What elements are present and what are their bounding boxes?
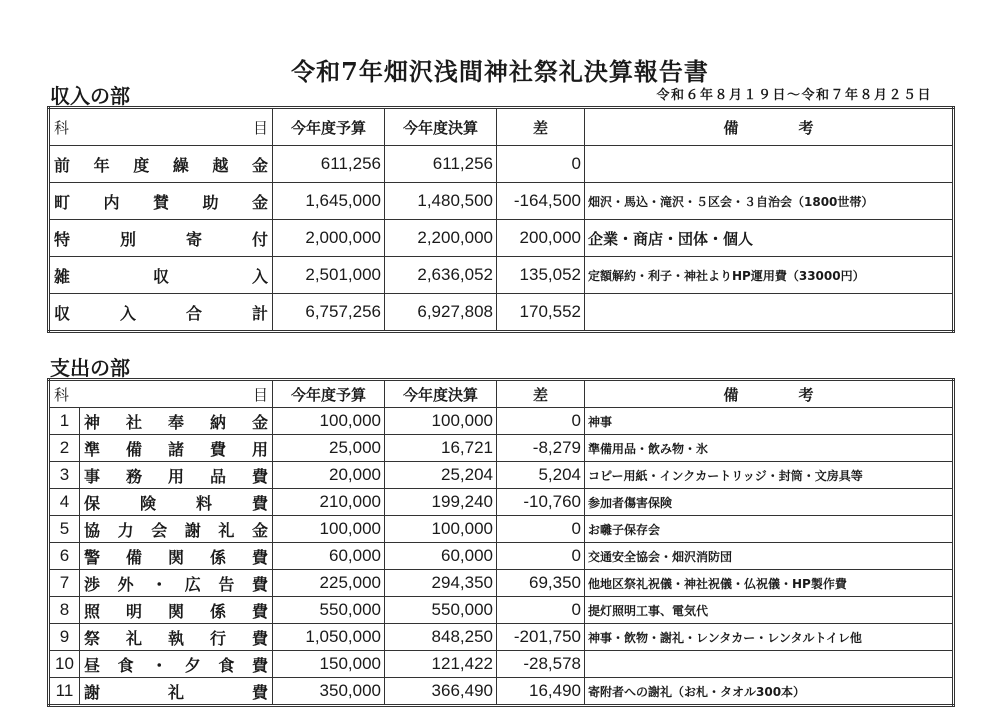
notes-cell: 定額解約・利子・神社よりHP運用費（33000円）	[585, 257, 954, 294]
budget-cell: 6,757,256	[273, 294, 385, 332]
label-char: 食	[218, 655, 235, 675]
row-label-text	[84, 437, 268, 460]
label-char: 納	[209, 412, 226, 432]
actual-cell: 611,256	[385, 146, 497, 183]
budget-cell: 210,000	[273, 489, 385, 516]
row-label	[49, 183, 273, 220]
diff-cell: 135,052	[497, 257, 585, 294]
label-char: 町	[54, 192, 71, 212]
header-notes: 備 考	[585, 380, 954, 408]
diff-cell: 0	[497, 408, 585, 435]
row-label	[49, 220, 273, 257]
diff-cell: -164,500	[497, 183, 585, 220]
notes-cell	[585, 651, 954, 678]
header-category-left: 科	[54, 385, 70, 404]
income-section-label: 収入の部	[50, 84, 130, 108]
diff-cell: -28,578	[497, 651, 585, 678]
row-label	[80, 678, 273, 706]
label-char: 費	[251, 628, 268, 648]
label-char: 費	[209, 439, 226, 459]
row-label-text	[84, 491, 268, 514]
actual-cell: 366,490	[385, 678, 497, 706]
row-label-text	[54, 264, 268, 287]
header-notes: 備 考	[585, 108, 954, 146]
label-char: ・	[151, 655, 168, 675]
notes-cell: 他地区祭礼祝儀・神社祝儀・仏祝儀・HP製作費	[585, 570, 954, 597]
budget-cell: 350,000	[273, 678, 385, 706]
label-char: 助	[202, 192, 219, 212]
label-char: 年	[93, 155, 110, 175]
label-char: 備	[125, 547, 142, 567]
label-char: 金	[251, 155, 268, 175]
budget-cell: 100,000	[273, 516, 385, 543]
income-row	[49, 294, 954, 332]
label-char: 協	[84, 520, 101, 540]
label-char: 祭	[84, 628, 101, 648]
row-label-text	[54, 190, 268, 213]
header-actual: 今年度決算	[385, 108, 497, 146]
row-label-text	[84, 572, 268, 595]
row-number: 7	[49, 570, 80, 597]
row-label-text	[54, 301, 268, 324]
label-char: 内	[103, 192, 120, 212]
row-label-text	[54, 227, 268, 250]
label-char: 謝	[84, 682, 101, 702]
label-char: 明	[125, 601, 142, 621]
period-range: 令和６年８月１９日～令和７年８月２５日	[656, 88, 932, 103]
diff-cell: 200,000	[497, 220, 585, 257]
label-char: 食	[117, 655, 134, 675]
expense-row	[49, 651, 954, 678]
expense-row	[49, 516, 954, 543]
label-char: 越	[212, 155, 229, 175]
document-title: 令和7年畑沢浅間神社祭礼決算報告書	[291, 57, 709, 86]
expense-row	[49, 408, 954, 435]
header-category-right: 目	[252, 385, 268, 404]
row-label-text	[84, 599, 268, 622]
row-number: 3	[49, 462, 80, 489]
row-number: 5	[49, 516, 80, 543]
label-char: 金	[251, 412, 268, 432]
row-label	[80, 408, 273, 435]
notes-cell	[585, 146, 954, 183]
header-category-left: 科	[54, 118, 70, 137]
label-char: 夕	[184, 655, 201, 675]
row-label	[80, 597, 273, 624]
actual-cell: 199,240	[385, 489, 497, 516]
label-char: 険	[139, 493, 156, 513]
actual-cell: 25,204	[385, 462, 497, 489]
row-number: 4	[49, 489, 80, 516]
row-number: 6	[49, 543, 80, 570]
expense-header-row	[49, 380, 954, 408]
label-char: 度	[133, 155, 150, 175]
label-char: 料	[195, 493, 212, 513]
label-char: 金	[251, 192, 268, 212]
row-label	[80, 651, 273, 678]
label-char: ・	[151, 574, 168, 594]
row-label-text	[84, 410, 268, 433]
label-char: 礼	[218, 520, 235, 540]
label-char: 別	[119, 229, 136, 249]
notes-cell: コピー用紙・インクカートリッジ・封筒・文房具等	[585, 462, 954, 489]
row-number: 11	[49, 678, 80, 706]
label-char: 費	[251, 493, 268, 513]
expense-row	[49, 570, 954, 597]
row-label-text	[54, 153, 268, 176]
budget-cell: 1,050,000	[273, 624, 385, 651]
diff-cell: 5,204	[497, 462, 585, 489]
expense-row	[49, 678, 954, 706]
budget-cell: 1,645,000	[273, 183, 385, 220]
label-char: 神	[84, 412, 101, 432]
label-char: 渉	[84, 574, 101, 594]
actual-cell: 100,000	[385, 408, 497, 435]
label-char: 奉	[167, 412, 184, 432]
expense-row	[49, 489, 954, 516]
label-char: 会	[151, 520, 168, 540]
header-actual: 今年度決算	[385, 380, 497, 408]
budget-cell: 60,000	[273, 543, 385, 570]
actual-cell: 2,636,052	[385, 257, 497, 294]
label-char: 力	[117, 520, 134, 540]
label-char: 執	[167, 628, 184, 648]
row-label	[80, 516, 273, 543]
row-label	[80, 489, 273, 516]
notes-cell: 準備用品・飲み物・氷	[585, 435, 954, 462]
header-diff: 差	[497, 108, 585, 146]
label-char: 関	[167, 601, 184, 621]
income-row	[49, 146, 954, 183]
actual-cell: 1,480,500	[385, 183, 497, 220]
row-number: 10	[49, 651, 80, 678]
row-number: 2	[49, 435, 80, 462]
income-row	[49, 183, 954, 220]
header-budget: 今年度予算	[273, 380, 385, 408]
expense-section-label: 支出の部	[50, 356, 130, 380]
label-char: 諸	[167, 439, 184, 459]
actual-cell: 2,200,000	[385, 220, 497, 257]
label-char: 付	[251, 229, 268, 249]
label-char: 合	[185, 303, 202, 323]
diff-cell: -201,750	[497, 624, 585, 651]
label-char: 準	[84, 439, 101, 459]
row-number: 9	[49, 624, 80, 651]
label-char: 警	[84, 547, 101, 567]
row-label	[80, 624, 273, 651]
header-category	[49, 380, 273, 408]
label-char: 用	[167, 466, 184, 486]
row-label	[49, 257, 273, 294]
actual-cell: 16,721	[385, 435, 497, 462]
diff-cell: -8,279	[497, 435, 585, 462]
expense-row	[49, 597, 954, 624]
diff-cell: -10,760	[497, 489, 585, 516]
header-category	[49, 108, 273, 146]
notes-cell	[585, 294, 954, 332]
label-char: 広	[184, 574, 201, 594]
row-label-text	[84, 518, 268, 541]
label-char: 特	[54, 229, 71, 249]
label-char: 金	[251, 520, 268, 540]
diff-cell: 16,490	[497, 678, 585, 706]
budget-cell: 20,000	[273, 462, 385, 489]
budget-cell: 25,000	[273, 435, 385, 462]
notes-cell: 企業・商店・団体・個人	[585, 220, 954, 257]
row-label	[80, 570, 273, 597]
label-char: 用	[251, 439, 268, 459]
actual-cell: 6,927,808	[385, 294, 497, 332]
label-char: 行	[209, 628, 226, 648]
expense-row	[49, 624, 954, 651]
label-char: 収	[54, 303, 71, 323]
income-table	[47, 106, 955, 333]
income-row	[49, 220, 954, 257]
notes-cell: 提灯照明工事、電気代	[585, 597, 954, 624]
label-char: 前	[54, 155, 71, 175]
label-char: 事	[84, 466, 101, 486]
label-char: 係	[209, 601, 226, 621]
label-char: 費	[251, 466, 268, 486]
actual-cell: 294,350	[385, 570, 497, 597]
label-char: 賛	[152, 192, 169, 212]
actual-cell: 60,000	[385, 543, 497, 570]
notes-cell: 神事・飲物・謝礼・レンタカー・レンタルトイレ他	[585, 624, 954, 651]
diff-cell: 0	[497, 516, 585, 543]
notes-cell: お囃子保存会	[585, 516, 954, 543]
label-char: 照	[84, 601, 101, 621]
expense-row	[49, 462, 954, 489]
label-char: 費	[251, 547, 268, 567]
row-label-text	[84, 545, 268, 568]
row-number: 1	[49, 408, 80, 435]
header-category-right: 目	[252, 118, 268, 137]
diff-cell: 69,350	[497, 570, 585, 597]
label-char: 入	[251, 266, 268, 286]
label-char: 寄	[185, 229, 202, 249]
budget-cell: 100,000	[273, 408, 385, 435]
budget-cell: 2,501,000	[273, 257, 385, 294]
label-char: 係	[209, 547, 226, 567]
label-char: 雑	[54, 266, 71, 286]
row-label	[80, 543, 273, 570]
row-label	[80, 462, 273, 489]
notes-cell: 神事	[585, 408, 954, 435]
label-char: 謝	[184, 520, 201, 540]
label-char: 保	[84, 493, 101, 513]
label-char: 務	[125, 466, 142, 486]
row-label-text	[84, 464, 268, 487]
notes-cell: 畑沢・馬込・滝沢・５区会・３自治会（1800世帯）	[585, 183, 954, 220]
budget-cell: 611,256	[273, 146, 385, 183]
label-char: 費	[251, 682, 268, 702]
budget-cell: 225,000	[273, 570, 385, 597]
actual-cell: 550,000	[385, 597, 497, 624]
row-label-text	[84, 626, 268, 649]
label-char: 礼	[125, 628, 142, 648]
label-char: 関	[167, 547, 184, 567]
notes-cell: 参加者傷害保険	[585, 489, 954, 516]
label-char: 費	[251, 655, 268, 675]
label-char: 収	[152, 266, 169, 286]
expense-row	[49, 435, 954, 462]
notes-cell: 交通安全協会・畑沢消防団	[585, 543, 954, 570]
row-label-text	[84, 680, 268, 703]
row-label	[49, 146, 273, 183]
label-char: 外	[117, 574, 134, 594]
diff-cell: 0	[497, 543, 585, 570]
row-label-text	[84, 653, 268, 676]
diff-cell: 0	[497, 146, 585, 183]
diff-cell: 0	[497, 597, 585, 624]
label-char: 社	[125, 412, 142, 432]
label-char: 入	[119, 303, 136, 323]
actual-cell: 121,422	[385, 651, 497, 678]
notes-cell: 寄附者への謝礼（お札・タオル300本）	[585, 678, 954, 706]
diff-cell: 170,552	[497, 294, 585, 332]
row-label	[49, 294, 273, 332]
income-header-row	[49, 108, 954, 146]
label-char: 計	[251, 303, 268, 323]
label-char: 繰	[172, 155, 189, 175]
row-number: 8	[49, 597, 80, 624]
income-row	[49, 257, 954, 294]
label-char: 品	[209, 466, 226, 486]
budget-cell: 2,000,000	[273, 220, 385, 257]
label-char: 費	[251, 574, 268, 594]
label-char: 告	[218, 574, 235, 594]
header-diff: 差	[497, 380, 585, 408]
actual-cell: 100,000	[385, 516, 497, 543]
label-char: 昼	[84, 655, 101, 675]
label-char: 備	[125, 439, 142, 459]
expense-row	[49, 543, 954, 570]
budget-cell: 150,000	[273, 651, 385, 678]
header-budget: 今年度予算	[273, 108, 385, 146]
row-label	[80, 435, 273, 462]
actual-cell: 848,250	[385, 624, 497, 651]
label-char: 礼	[167, 682, 184, 702]
label-char: 費	[251, 601, 268, 621]
expense-table	[47, 378, 955, 707]
budget-cell: 550,000	[273, 597, 385, 624]
